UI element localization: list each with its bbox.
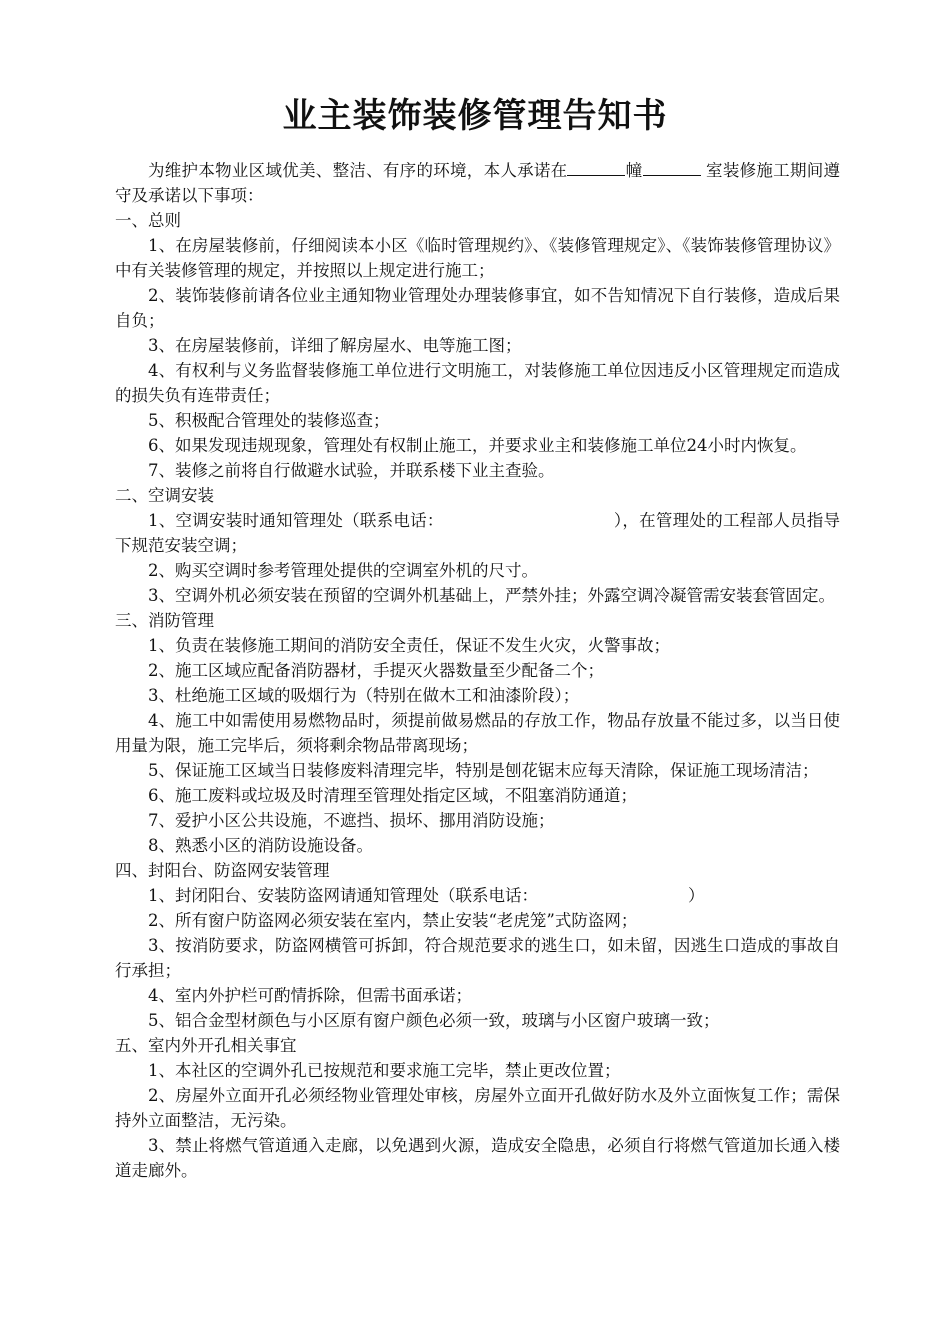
list-item: 7、爱护小区公共设施，不遮挡、损坏、挪用消防设施； (148, 811, 555, 830)
list-item: 5、保证施工区域当日装修废料清理完毕，特别是刨花锯末应每天清除，保证施工现场清洁； (148, 761, 819, 780)
list-item: 6、施工废料或垃圾及时清理至管理处指定区域，不阻塞消防通道； (148, 786, 637, 805)
section-heading-general: 一、总则 (115, 211, 181, 230)
section-heading-balcony-security-net: 四、封阳台、防盗网安装管理 (115, 861, 330, 880)
list-item: 2、装饰装修前请各位业主通知物业管理处办理装修事宜，如不告知情况下自行装修，造成后果自负； (115, 286, 840, 330)
building-number-blank (567, 158, 625, 176)
list-item: 3、在房屋装修前，详细了解房屋水、电等施工图； (148, 336, 522, 355)
list-item: 1、在房屋装修前，仔细阅读本小区《临时管理规约》、《装修管理规定》、《装饰装修管理协议》中有关装修管理的规定，并按照以上规定进行施工； (115, 236, 840, 280)
list-item (115, 883, 840, 908)
room-number-blank (643, 158, 701, 176)
intro-text-mid: 幢 (625, 161, 643, 180)
ac-phone-text-after: ），在管理处的工程部人员指导下规范安装空调； (115, 511, 840, 555)
ac-phone-text-before: 1、空调安装时通知管理处（联系电话： (148, 511, 444, 530)
list-item: 3、按消防要求，防盗网横管可拆卸，符合规范要求的逃生口，如未留，因逃生口造成的事故自行承担； (115, 936, 840, 980)
section-heading-openings: 五、室内外开孔相关事宜 (115, 1036, 297, 1055)
list-item: 2、房屋外立面开孔必须经物业管理处审核，房屋外立面开孔做好防水及外立面恢复工作；需保持外立面整洁，无污染。 (115, 1086, 840, 1130)
list-item: 1、本社区的空调外孔已按规范和要求施工完毕，禁止更改位置； (148, 1061, 621, 1080)
list-item: 2、施工区域应配备消防器材，手提灭火器数量至少配备二个； (148, 661, 604, 680)
intro-text-before: 为维护本物业区域优美、整洁、有序的环境，本人承诺在 (148, 161, 568, 180)
list-item: 4、室内外护栏可酌情拆除，但需书面承诺； (148, 986, 472, 1005)
list-item: 7、装修之前将自行做避水试验，并联系楼下业主查验。 (148, 461, 555, 480)
list-item: 5、铝合金型材颜色与小区原有窗户颜色必须一致，玻璃与小区窗户玻璃一致； (148, 1011, 720, 1030)
list-item: 1、负责在装修施工期间的消防安全责任，保证不发生火灾，火警事故； (148, 636, 670, 655)
list-item: 3、空调外机必须安装在预留的空调外机基础上，严禁外挂；外露空调冷凝管需安装套管固定。 (148, 586, 835, 605)
list-item: 5、积极配合管理处的装修巡查； (148, 411, 390, 430)
document-body (115, 158, 840, 1183)
list-item: 2、购买空调时参考管理处提供的空调室外机的尺寸。 (148, 561, 538, 580)
section-heading-fire-safety: 三、消防管理 (115, 611, 214, 630)
intro-paragraph (115, 158, 840, 208)
intro-text-after: 室装修施工期间遵守及承诺以下事项： (115, 161, 841, 205)
list-item (115, 508, 840, 558)
section-heading-air-conditioning: 二、空调安装 (115, 486, 214, 505)
document-title: 业主装饰装修管理告知书 (282, 96, 668, 136)
list-item: 3、禁止将燃气管道通入走廊，以免遇到火源，造成安全隐患，必须自行将燃气管道加长通入楼道走廊外。 (115, 1136, 840, 1180)
list-item: 4、施工中如需使用易燃物品时，须提前做易燃品的存放工作，物品存放量不能过多，以当日使用量为限，施工完毕后，须将剩余物品带离现场； (115, 711, 840, 755)
list-item: 4、有权利与义务监督装修施工单位进行文明施工，对装修施工单位因违反小区管理规定而造成的损失负有连带责任； (115, 361, 840, 405)
list-item: 3、杜绝施工区域的吸烟行为（特别在做木工和油漆阶段）； (148, 686, 580, 705)
list-item: 2、所有窗户防盗网必须安装在室内，禁止安装“老虎笼”式防盗网； (148, 911, 638, 930)
list-item: 8、熟悉小区的消防设施设备。 (148, 836, 373, 855)
balcony-phone-text-before: 1、封闭阳台、安装防盗网请通知管理处（联系电话： (148, 886, 538, 905)
balcony-phone-text-after: ） (688, 886, 705, 905)
list-item: 6、如果发现违规现象，管理处有权制止施工，并要求业主和装修施工单位24小时内恢复。 (148, 436, 807, 455)
